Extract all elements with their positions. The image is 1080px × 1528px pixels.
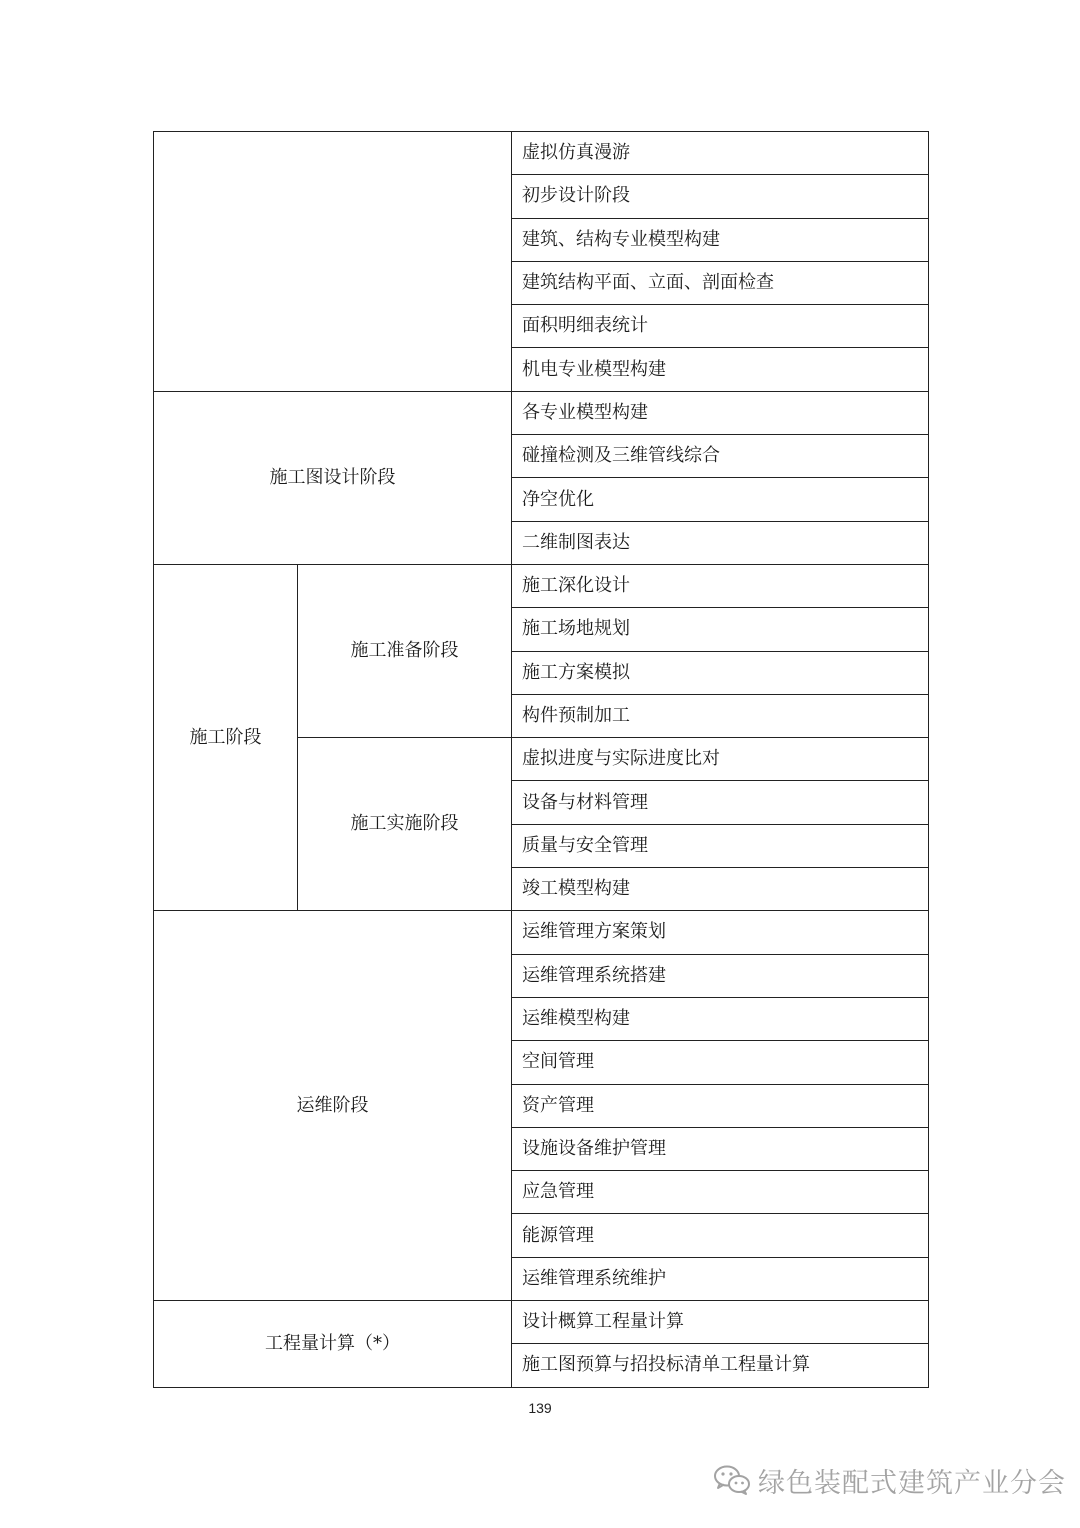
application-item: 施工图预算与招投标清单工程量计算 [512, 1344, 929, 1387]
table-row [154, 132, 929, 175]
substage-cell-implementation: 施工实施阶段 [298, 738, 512, 911]
application-item: 设计概算工程量计算 [512, 1301, 929, 1344]
stage-cell-quantity-calculation: 工程量计算（*） [154, 1301, 512, 1388]
wechat-icon [712, 1463, 752, 1497]
application-item: 面积明细表统计 [512, 305, 929, 348]
application-item: 质量与安全管理 [512, 824, 929, 867]
bim-application-table [153, 131, 929, 1388]
application-item: 虚拟仿真漫游 [512, 132, 929, 175]
application-item: 虚拟进度与实际进度比对 [512, 738, 929, 781]
table-row [154, 391, 929, 434]
watermark-text: 绿色装配式建筑产业分会 [758, 1467, 1066, 1499]
application-item: 施工场地规划 [512, 608, 929, 651]
application-item: 设备与材料管理 [512, 781, 929, 824]
application-item: 运维管理系统维护 [512, 1257, 929, 1300]
application-item: 运维管理系统搭建 [512, 954, 929, 997]
application-item: 应急管理 [512, 1171, 929, 1214]
application-item: 运维模型构建 [512, 997, 929, 1040]
application-item: 建筑、结构专业模型构建 [512, 218, 929, 261]
application-item: 施工方案模拟 [512, 651, 929, 694]
application-item: 初步设计阶段 [512, 175, 929, 218]
stage-cell-operation: 运维阶段 [154, 911, 512, 1301]
application-item: 运维管理方案策划 [512, 911, 929, 954]
application-item: 碰撞检测及三维管线综合 [512, 435, 929, 478]
application-item: 空间管理 [512, 1041, 929, 1084]
application-item: 施工深化设计 [512, 564, 929, 607]
table-row [154, 1301, 929, 1344]
application-item: 各专业模型构建 [512, 391, 929, 434]
application-item: 资产管理 [512, 1084, 929, 1127]
application-item: 建筑结构平面、立面、剖面检查 [512, 261, 929, 304]
application-item: 构件预制加工 [512, 694, 929, 737]
stage-cell-construction-drawing-design: 施工图设计阶段 [154, 391, 512, 564]
stage-cell-continuation [154, 132, 512, 392]
table-row [154, 911, 929, 954]
application-item: 机电专业模型构建 [512, 348, 929, 391]
watermark [712, 1460, 1066, 1500]
application-item: 二维制图表达 [512, 521, 929, 564]
table-row [154, 564, 929, 607]
application-item: 设施设备维护管理 [512, 1127, 929, 1170]
application-item: 净空优化 [512, 478, 929, 521]
stage-cell-construction: 施工阶段 [154, 564, 298, 910]
page-number: 139 [528, 1400, 552, 1416]
application-item: 竣工模型构建 [512, 868, 929, 911]
substage-cell-preparation: 施工准备阶段 [298, 564, 512, 737]
application-item: 能源管理 [512, 1214, 929, 1257]
